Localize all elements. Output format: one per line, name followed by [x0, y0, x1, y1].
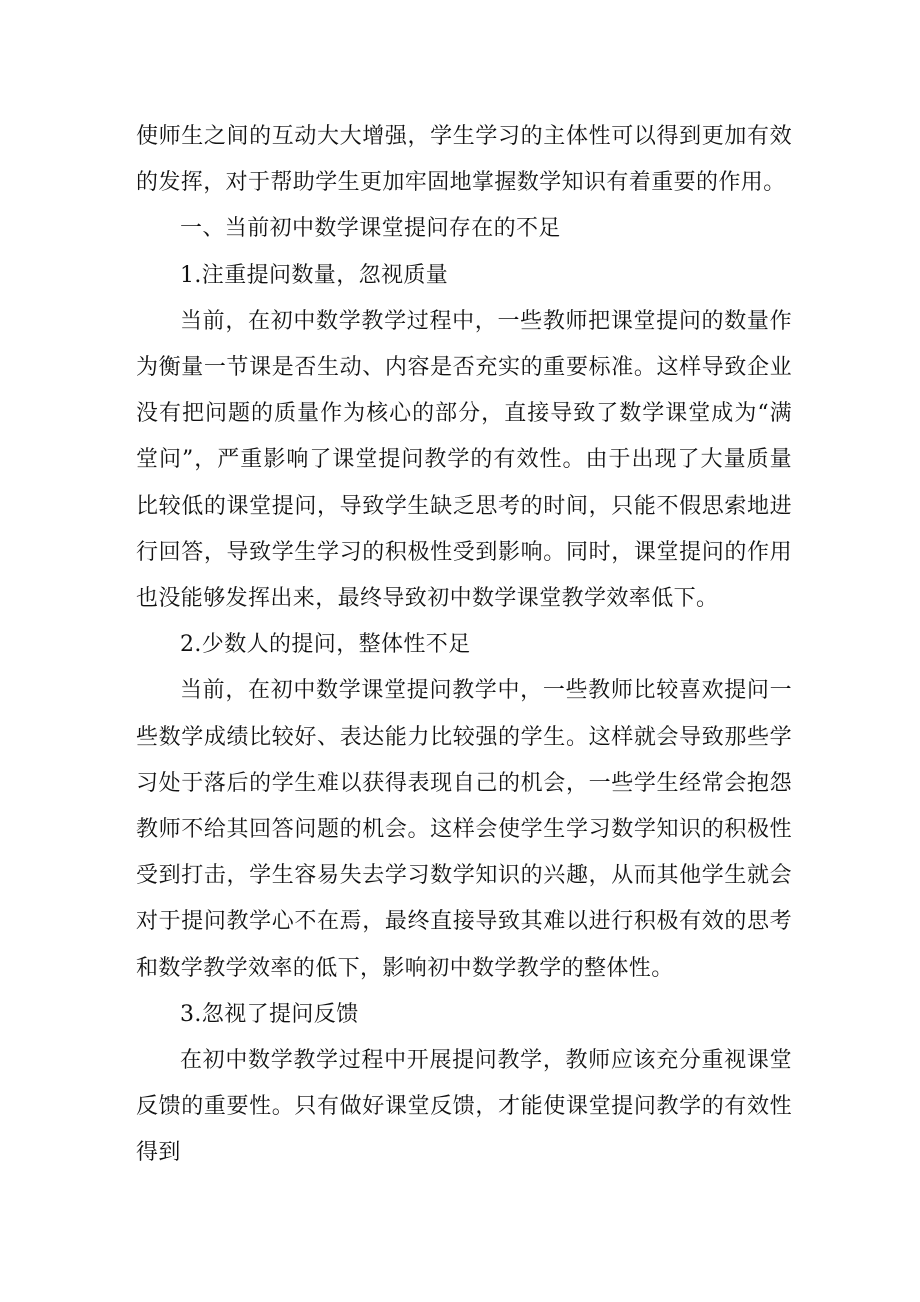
subsection-heading-2: 2.少数人的提问，整体性不足 [180, 632, 471, 658]
paragraph-1: 当前，在初中数学教学过程中，一些教师把课堂提问的数量作为衡量一节课是否生动、内容是否充实的重要标准。这样导致企业没有把问题的质量作为核心的部分，直接导致了数学课堂成为“满堂问”，严重影响了课堂提问教学的有效性。由于出现了大量质量比较低的课堂提问，导致学生缺乏思考的时间，只能不假思索地进行回答，导致学生学习的积极性受到影响。同时，课堂提问的作用也没能够发挥出来，最终导致初中数学课堂教学效率低下。 [136, 308, 792, 612]
paragraph-3: 在初中数学教学过程中开展提问教学，教师应该充分重视课堂反馈的重要性。只有做好课堂反馈，才能使课堂提问教学的有效性得到 [136, 1048, 792, 1166]
paragraph-2: 当前，在初中数学课堂提问教学中，一些教师比较喜欢提问一些数学成绩比较好、表达能力比较强的学生。这样就会导致那些学习处于落后的学生难以获得表现自己的机会，一些学生经常会抱怨教师不给其回答问题的机会。这样会使学生学习数学知识的积极性受到打击，学生容易失去学习数学知识的兴趣，从而其他学生就会对于提问教学心不在焉，最终直接导致其难以进行积极有效的思考和数学教学效率的低下，影响初中数学教学的整体性。 [136, 678, 792, 981]
document-body [136, 114, 792, 1177]
subsection-heading-3: 3.忽视了提问反馈 [180, 1001, 359, 1027]
paragraph-continuation: 使师生之间的互动大大增强，学生学习的主体性可以得到更加有效的发挥，对于帮助学生更加牢固地掌握数学知识有着重要的作用。 [136, 124, 792, 196]
subsection-heading-1: 1.注重提问数量，忽视质量 [180, 262, 449, 288]
section-heading: 一、当前初中数学课堂提问存在的不足 [180, 216, 561, 242]
